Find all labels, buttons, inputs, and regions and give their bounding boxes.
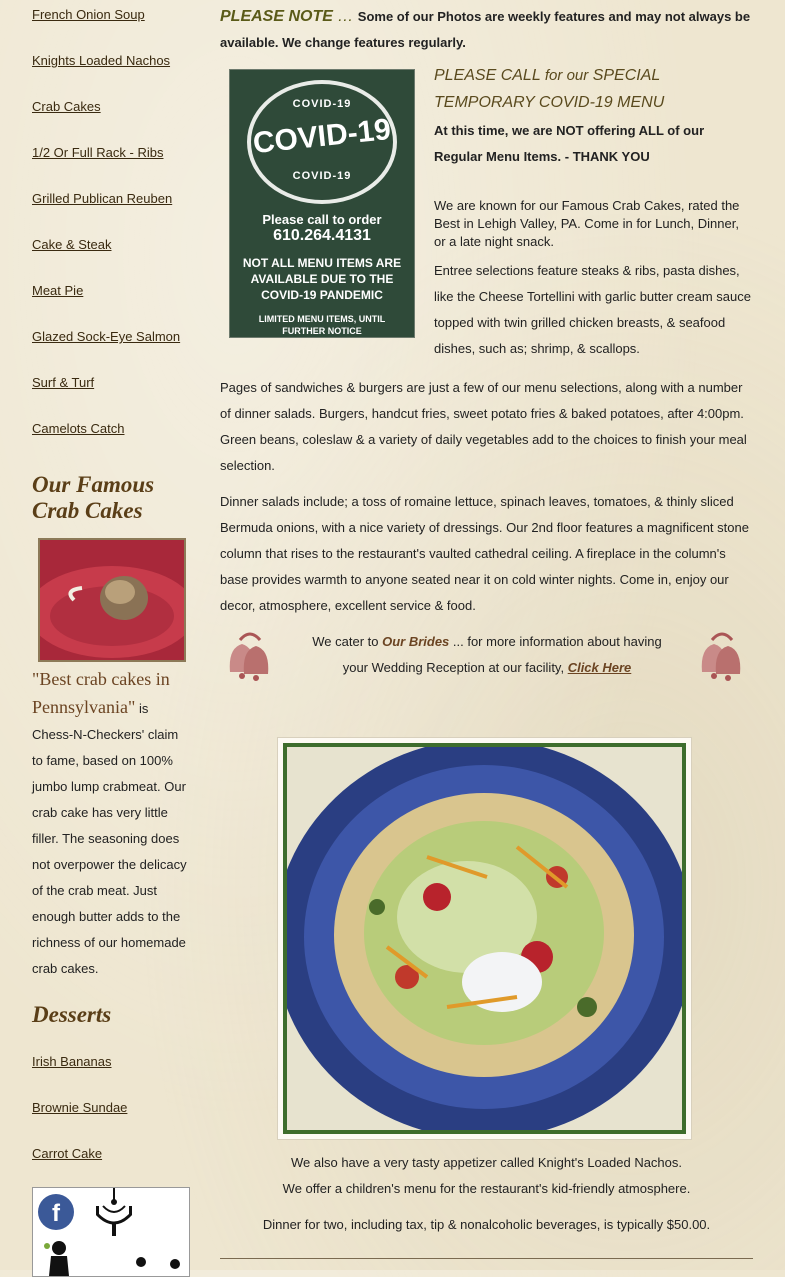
wedding-info xyxy=(312,629,662,681)
dessert-link-carrot-cake[interactable]: Carrot Cake xyxy=(32,1146,103,1161)
menu-link-surf-turf[interactable]: Surf & Turf xyxy=(32,375,95,390)
note-label: PLEASE NOTE xyxy=(220,8,333,25)
menu-link-knights-loaded-nachos[interactable]: Knights Loaded Nachos xyxy=(32,53,171,68)
covid-stamp-title: COVID-19 xyxy=(251,112,393,161)
menu-link-reuben[interactable]: Grilled Publican Reuben xyxy=(32,191,173,206)
menu-link-camelots-catch[interactable]: Camelots Catch xyxy=(32,421,125,436)
menu-link-ribs[interactable]: 1/2 Or Full Rack - Ribs xyxy=(32,145,164,160)
note-text: Some of our Photos are weekly features and may not always be available. We change features regularly. xyxy=(220,9,751,50)
cater-text-b: ... for more information about having your Wedding Reception at our facility, xyxy=(342,634,662,675)
covid-not-all-items: NOT ALL MENU ITEMS ARE AVAILABLE DUE TO THE COVID-19 PANDEMIC xyxy=(242,256,402,302)
entree-text: Entree selections feature steaks & ribs, pasta dishes, like the Cheese Tortellini with garlic butter cream sauce topped with twin grilled chicken breasts, & seafood dishes, such as; shrimp, & scallops. xyxy=(434,263,751,356)
crab-desc: is Chess-N-Checkers' claim to fame, based on 100% jumbo lump crabmeat. Our crab cake has very little filler. The seasoning does not overpower the delicacy of the crab meat. Just enough butter adds to the richness of our homemade crab cakes. xyxy=(32,701,187,976)
covid-stamp-top: COVID-19 xyxy=(292,98,352,110)
nachos-photo xyxy=(283,743,686,1134)
covid-stamp-bottom: COVID-19 xyxy=(292,170,352,182)
crab-cake-photo xyxy=(38,538,186,662)
menu-link-crab-cakes[interactable]: Crab Cakes xyxy=(32,99,101,114)
covid-menu-text xyxy=(434,62,754,362)
famous-crab-cakes-heading xyxy=(32,472,154,524)
wedding-click-here-link[interactable]: Click Here xyxy=(567,660,632,675)
menu-link-cake-steak[interactable]: Cake & Steak xyxy=(32,237,112,252)
covid-stamp xyxy=(247,80,397,204)
loaded-nachos-image xyxy=(287,747,682,1130)
heading-line-2: Crab Cakes xyxy=(32,498,143,523)
divider xyxy=(220,1258,753,1259)
our-brides: Our Brides xyxy=(382,634,450,649)
menu-link-salmon[interactable]: Glazed Sock-Eye Salmon xyxy=(32,329,181,344)
known-for-text: We are known for our Famous Crab Cakes, rated the Best in Lehigh Valley, PA. Come in for Lunch, Dinner, or a late night snack. xyxy=(434,198,740,249)
wedding-bell-icon-right xyxy=(692,628,752,690)
not-offering-text: At this time, we are NOT offering ALL of our Regular Menu Items. - THANK YOU xyxy=(434,123,705,164)
chandelier-icon xyxy=(91,1188,137,1240)
dessert-link-irish-bananas[interactable]: Irish Bananas xyxy=(32,1054,112,1069)
heading-line-1: Our Famous xyxy=(32,472,155,497)
dessert-link-brownie-sundae[interactable]: Brownie Sundae xyxy=(32,1100,128,1115)
menu-link-meat-pie[interactable]: Meat Pie xyxy=(32,283,84,298)
nachos-photo-frame xyxy=(277,737,692,1140)
note-ellipsis: … xyxy=(332,8,358,25)
kids-menu-text: We offer a children's menu for the restaurant's kid-friendly atmosphere. xyxy=(282,1181,691,1196)
covid-limited-items: LIMITED MENU ITEMS, UNTIL FURTHER NOTICE xyxy=(258,314,386,336)
appetizer-text: We also have a very tasty appetizer called Knight's Loaded Nachos. xyxy=(290,1155,683,1170)
crab-quote: "Best crab cakes in Pennsylvania" xyxy=(32,669,170,717)
covid-19-notice-image xyxy=(229,69,415,338)
social-box xyxy=(32,1187,190,1277)
menu-link-french-onion-soup[interactable]: French Onion Soup xyxy=(32,7,145,22)
for-our: for our xyxy=(544,67,589,84)
waiter-silhouette-icon xyxy=(35,1240,185,1276)
crab-cake-description xyxy=(32,666,190,982)
facebook-icon[interactable]: f xyxy=(38,1194,74,1230)
please-call: PLEASE CALL xyxy=(434,67,545,84)
desserts-heading: Desserts xyxy=(32,1002,112,1027)
covid-call-to-order: Please call to order xyxy=(262,212,382,227)
wedding-bell-icon-left xyxy=(220,628,280,690)
special-menu-heading xyxy=(434,62,754,116)
special-menu: SPECIAL TEMPORARY COVID-19 MENU xyxy=(434,67,665,111)
cater-text-a: We cater to xyxy=(312,634,383,649)
covid-phone: 610.264.4131 xyxy=(273,227,371,244)
sandwiches-paragraph: Pages of sandwiches & burgers are just a few of our menu selections, along with a number of dinner salads. Burgers, handcut fries, sweet potato fries & baked potatoes, after 4:00pm. Green beans, coleslaw & a variety of daily vegetables add to the choices to finish your meal selection. xyxy=(220,380,747,473)
dinner-for-two-text: Dinner for two, including tax, tip & nonalcoholic beverages, is typically $50.00. xyxy=(262,1217,711,1232)
crab-cake-image xyxy=(40,540,184,660)
note-banner xyxy=(220,4,753,56)
salads-paragraph: Dinner salads include; a toss of romaine lettuce, spinach leaves, tomatoes, & thinly sliced Bermuda onions, with a nice variety of dressings. Our 2nd floor features a magnificent stone column that rises to the restaurant's vaulted cathedral ceiling. A fireplace in the column's base provides warmth to anyone seated near it on cold winter nights. Come in, enjoy our decor, atmosphere, excellent service & food. xyxy=(220,494,749,613)
